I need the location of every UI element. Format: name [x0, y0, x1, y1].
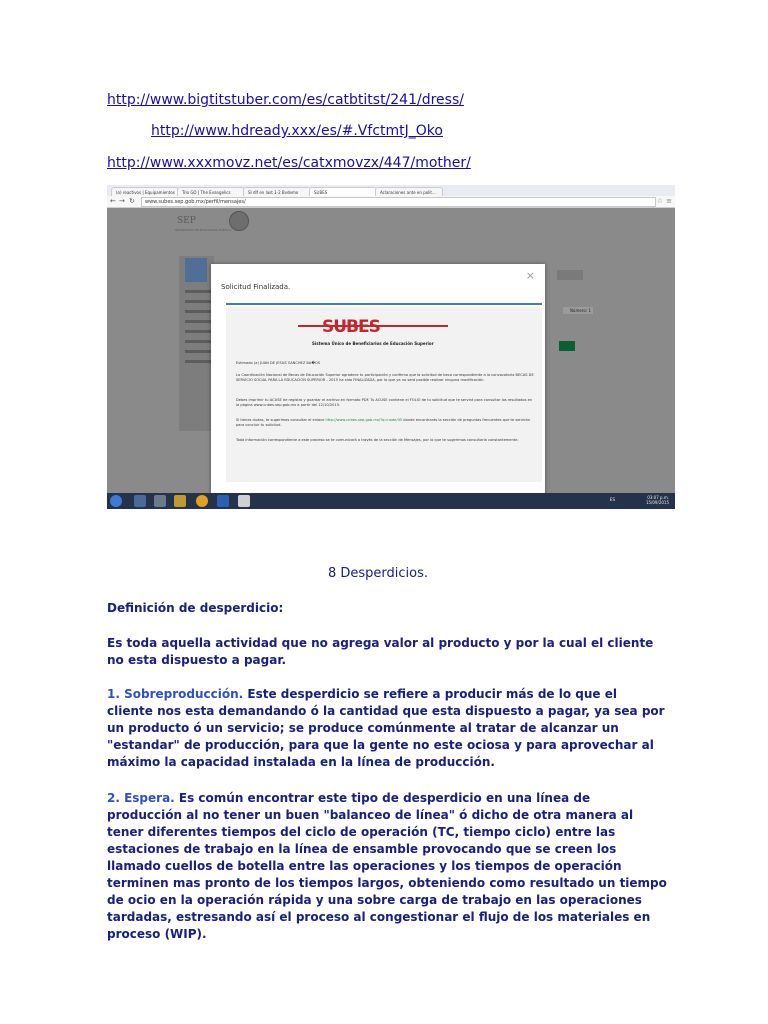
sidebar-item[interactable]	[185, 350, 213, 353]
sidebar-item[interactable]	[185, 340, 213, 343]
sidebar-item[interactable]	[185, 310, 213, 313]
language-indicator: ES	[609, 497, 615, 502]
folder-icon[interactable]	[174, 495, 186, 507]
paragraph	[236, 418, 536, 428]
back-icon[interactable]: ←	[110, 197, 116, 205]
item-text: Es común encontrar este tipo de desperdicio en una línea de producción al no tener un buen "balanceo de línea" ó dicho de otra manera al tener diferentes tiempos del ciclo de operación (TC, tiempo ciclo) entre las estaciones de trabajo en la línea de ensamble provocando que se creen los llamado cuellos de botella entre las operaciones y los tiempos de operación terminen mas pronto de los tiempos largos, obteniendo como resultado un tiempo de ocio en la operación rápida y una sobre carga de trabajo en las operaciones tardadas, estresando así el proceso al congestionar el flujo de los materiales en proceso (WIP).	[107, 791, 667, 941]
subes-logo: SUBES	[322, 317, 380, 337]
sidebar-item[interactable]	[185, 330, 213, 333]
side-panel	[179, 256, 214, 431]
clock-time: 03:07 p.m.	[647, 495, 669, 500]
chrome-icon[interactable]	[196, 495, 208, 507]
item-espera	[107, 790, 667, 943]
browser-tab[interactable]: SI dlf en last 1-2 Bvdemo	[243, 187, 311, 197]
word-icon[interactable]	[217, 495, 229, 507]
url-field[interactable]: www.subes.sep.gob.mx/perfil/mensajes/	[141, 197, 656, 207]
taskbar-app-icon[interactable]	[238, 495, 250, 507]
menu-icon[interactable]: ≡	[666, 197, 672, 205]
definition-title: Definición de desperdicio:	[107, 601, 284, 615]
browser-tab[interactable]: (o) reactivos | Equipamientos	[111, 187, 179, 197]
sidebar-item[interactable]	[185, 290, 213, 293]
emblem-icon	[229, 211, 249, 231]
browser-tab[interactable]: Aclaraciones ante en polit...	[375, 187, 443, 197]
number-label: Número: 1	[563, 307, 593, 314]
modal-title: Solicitud Finalizada.	[221, 283, 291, 291]
link-3[interactable]: http://www.xxxmovz.net/es/catxmovzx/447/mother/	[107, 155, 471, 171]
browser-tab-active[interactable]: SUBES	[309, 187, 377, 197]
avatar	[185, 258, 207, 282]
browser-tab-bar	[107, 185, 675, 196]
link-1[interactable]: http://www.bigtitstuber.com/es/catbtitst/241/dress/	[107, 92, 464, 108]
embedded-screenshot	[107, 185, 675, 509]
faq-link[interactable]: http://www.cnbes.sep.gob.mx/?q=node/35	[325, 418, 403, 422]
section-heading: 8 Desperdicios.	[328, 566, 429, 581]
item-sobreproduccion	[107, 686, 667, 771]
item-title: 1. Sobreproducción.	[107, 687, 244, 701]
browser-tab[interactable]: Trio GO | The Evangelics	[177, 187, 245, 197]
forward-icon[interactable]: →	[119, 197, 125, 205]
item-text: Este desperdicio se refiere a producir más de lo que el cliente nos esta demandando ó la cantidad que esta dispuesto a pagar, ya sea por un producto ó un servicio; se produce comúnmente al tratar de alcanzar un "estandar" de producción, para que la gente no este ociosa y para aprovechar al máximo la capacidad instalada en la línea de producción.	[107, 687, 665, 769]
greeting: Estimado (a) JUAN DE JESUS SANCHEZ BA�OS	[236, 361, 321, 365]
clock-date: 15/09/2015	[645, 500, 669, 505]
text: Si tienes dudas, te sugerimos consultar el enlace	[236, 418, 326, 422]
taskbar	[107, 493, 675, 509]
right-panel-text	[557, 270, 583, 280]
paragraph: Toda información correspondiente a este proceso se te comunicará a través de la sección de Mensajes, por lo que te sugerimos consultarla constantemente.	[236, 438, 519, 442]
text: donde encontrarás la sección de preguntas frecuentes que te servirán para concluir tu solicitud.	[236, 418, 530, 427]
green-button[interactable]	[559, 341, 575, 351]
paragraph: Debes imprimir tu ACUSE de registro y guardar el archivo en formato PDF. Tu ACUSE contiene el FOLIO de tu solicitud que te servirá para consultar los resultados en la página www.cnbes.sep.gob.mx a partir del 12/10/2015.	[236, 398, 533, 407]
modal-dialog	[211, 264, 545, 498]
sidebar-item[interactable]	[185, 300, 213, 303]
sep-logo: SEP	[177, 216, 196, 226]
definition-text: Es toda aquella actividad que no agrega valor al producto y por la cual el cliente no esta dispuesto a pagar.	[107, 636, 654, 667]
modal-divider	[226, 303, 542, 305]
item-title: 2. Espera.	[107, 791, 175, 805]
reload-icon[interactable]: ↻	[129, 197, 135, 205]
modal-body	[226, 307, 542, 482]
sidebar-item[interactable]	[185, 320, 213, 323]
bookmark-star-icon[interactable]: ☆	[656, 197, 663, 205]
subes-subtitle: Sistema Único de Beneficiarios de Educación Superior	[312, 341, 434, 346]
close-icon[interactable]: ×	[525, 269, 535, 282]
taskbar-app-icon[interactable]	[134, 495, 146, 507]
system-clock	[646, 495, 669, 505]
start-icon[interactable]	[110, 495, 122, 507]
sidebar-item[interactable]	[185, 360, 213, 363]
page-overlay	[107, 208, 675, 493]
sep-subtitle: SECRETARÍA DE EDUCACIÓN PÚBLICA	[175, 228, 232, 232]
paragraph: La Coordinación Nacional de Becas de Educación Superior agradece tu participación y confirma que la solicitud de beca correspondiente a la convocatoria BECAS DE SERVICIO SOCIAL PARA LA EDUCACION SUPERIOR - 2015 ha sido FINALIZADA, por lo que ya no será posible realizar ninguna modificación.	[236, 373, 534, 382]
address-bar	[107, 196, 675, 208]
link-2[interactable]: http://www.hdready.xxx/es/#.VfctmtJ_Oko	[151, 123, 443, 139]
taskbar-app-icon[interactable]	[154, 495, 166, 507]
